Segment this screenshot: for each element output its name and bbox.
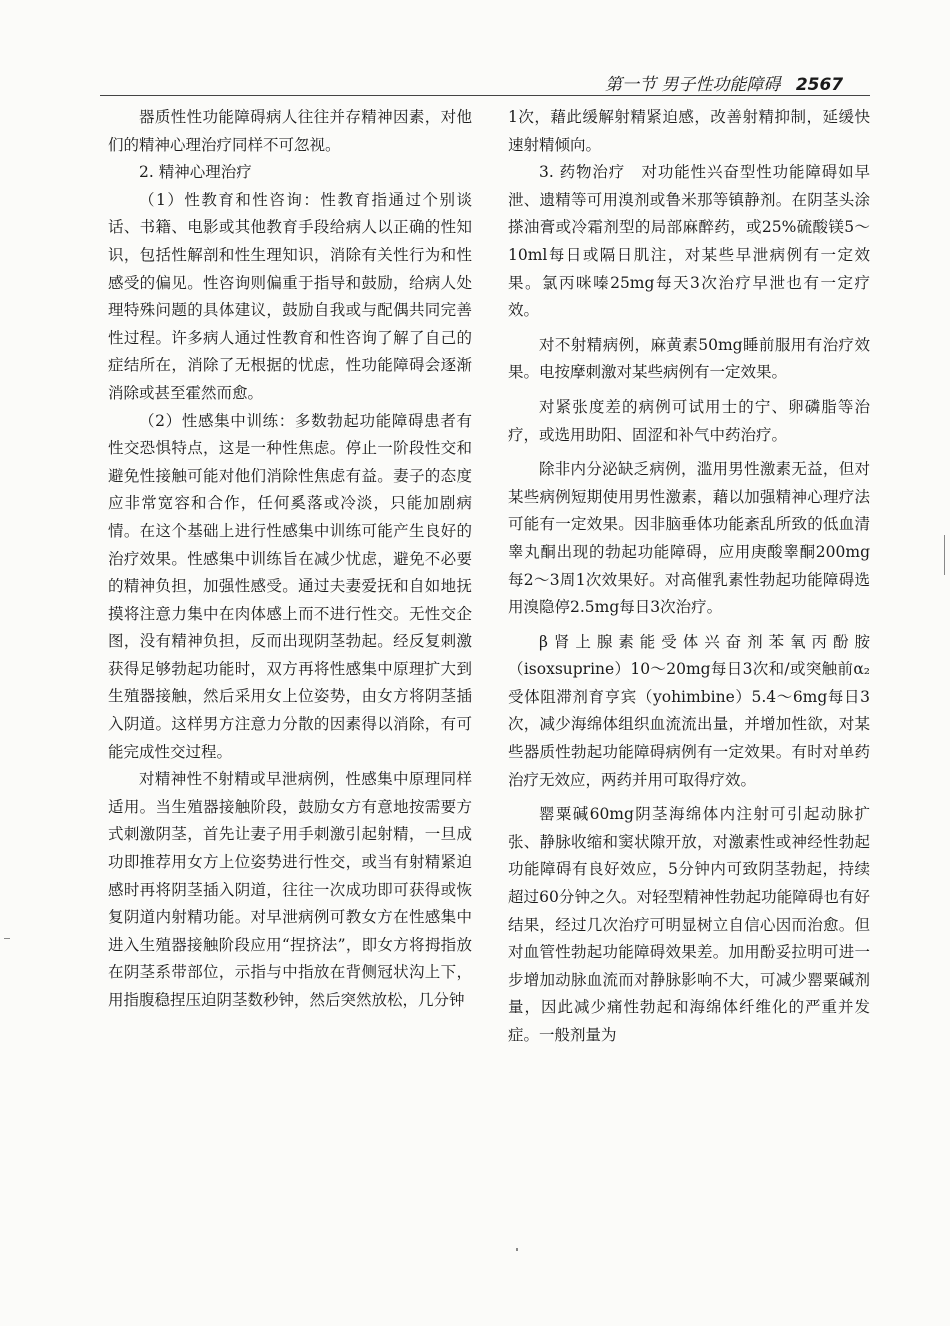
paragraph: 对不射精病例，麻黄素50mg睡前服用有治疗效果。电按摩刺激对某些病例有一定效果。 — [508, 335, 870, 382]
section-heading: 3. 药物治疗 对功能性兴奋型性功能障碍如早泄、遗精等可用溴剂或鲁米那等镇静剂。在阴茎头涂搽油膏或冷霜剂型的局部麻醉药，或25%硫酸镁5～10ml每日或隔日肌注，对某些早泄病例有一定效果。氯丙咪嗪25mg每天3次治疗早泄也有一定疗效。 — [508, 163, 870, 320]
paragraph: 1次，藉此缓解射精紧迫感，改善射精抑制，延缓快速射精倾向。 — [508, 108, 870, 154]
paragraph: 对精神性不射精或早泄病例，性感集中原理同样适用。当生殖器接触阶段，鼓励女方有意地按需要方式刺激阴茎，首先让妻子用手刺激引起射精，一旦成功即推荐用女方上位姿势进行性交，或当有射精紧迫感时再将阴茎插入阴道，往往一次成功即可获得或恢复阴道内射精功能。对早泄病例可教女方在性感集中进入生殖器接触阶段应用“捏挤法”，即女方将拇指放在阴茎系带部位，示指与中指放在背侧冠状沟上下，用指腹稳捏压迫阴茎数秒钟，然后突然放松，几分钟 — [108, 770, 472, 1009]
paragraph: 对紧张度差的病例可试用士的宁、卵磷脂等治疗，或选用助阳、固涩和补气中药治疗。 — [508, 397, 870, 444]
paragraph: β肾上腺素能受体兴奋剂苯氧丙酚胺（isoxsuprine）10～20mg每日3次和/或突触前α₂受体阻滞剂育亨宾（yohimbine）5.4～6mg每日3次，减少海绵体组织血流流出量，并增加性欲，对某些器质性勃起功能障碍病例有一定效果。有时对单药治疗无效应，两药并用可取得疗效。 — [508, 632, 870, 789]
scan-mark — [944, 535, 945, 575]
section-heading: 2. 精神心理治疗 — [139, 163, 252, 182]
scan-mark — [4, 938, 10, 939]
header-rule — [100, 95, 870, 96]
paragraph: 罂粟碱60mg阴茎海绵体内注射可引起动脉扩张、静脉收缩和窦状隙开放，对激素性或神经性勃起功能障碍有良好效应，5分钟内可致阴茎勃起，持续超过60分钟之久。对轻型精神性勃起功能障碍也有好结果，经过几次治疗可明显树立自信心因而治愈。但对血管性勃起功能障碍效果差。加用酚妥拉明可进一步增加动脉血流而对静脉影响不大，可减少罂粟碱剂量，因此减少痛性勃起和海绵体纤维化的严重并发症。一般剂量为 — [508, 805, 870, 1044]
left-column — [108, 104, 472, 1015]
section-title: 第一节 男子性功能障碍 — [605, 75, 781, 95]
page-number: 2567 — [795, 75, 844, 95]
paragraph: 除非内分泌缺乏病例，滥用男性激素无益，但对某些病例短期使用男性激素，藉以加强精神心理疗法可能有一定效果。因非脑垂体功能紊乱所致的低血清睾丸酮出现的勃起功能障碍，应用庚酸睾酮200mg每2～3周1次效果好。对高催乳素性勃起功能障碍选用溴隐停2.5mg每日3次治疗。 — [508, 460, 870, 617]
paragraph: 器质性性功能障碍病人往往并存精神因素，对他们的精神心理治疗同样不可忽视。 — [108, 108, 472, 154]
scan-mark — [516, 1248, 518, 1251]
running-header — [605, 70, 843, 95]
paragraph: （1）性教育和性咨询：性教育指通过个别谈话、书籍、电影或其他教育手段给病人以正确的性知识，包括性解剖和性生理知识，消除有关性行为和性感受的偏见。性咨询则偏重于指导和鼓励，给病人处理特殊问题的具体建议，鼓励自我或与配偶共同完善性过程。许多病人通过性教育和性咨询了解了自己的症结所在，消除了无根据的忧虑，性功能障碍会逐渐消除或甚至霍然而愈。 — [108, 190, 472, 402]
paragraph: （2）性感集中训练：多数勃起功能障碍患者有性交恐惧特点，这是一种性焦虑。停止一阶段性交和避免性接触可能对他们消除性焦虑有益。妻子的态度应非常宽容和合作，任何奚落或冷淡，只能加剧病情。在这个基础上进行性感集中训练可能产生良好的治疗效果。性感集中训练旨在减少忧虑，避免不必要的精神负担，加强性感受。通过夫妻爱抚和自如地抚摸将注意力集中在肉体感上而不进行性交。无性交企图，没有精神负担，反而出现阴茎勃起。经反复刺激获得足够勃起功能时，双方再将性感集中原理扩大到生殖器接触，然后采用女上位姿势，由女方将阴茎插入阴道。这样男方注意力分散的因素得以消除，有可能完成性交过程。 — [108, 411, 472, 761]
right-column — [508, 104, 870, 1050]
